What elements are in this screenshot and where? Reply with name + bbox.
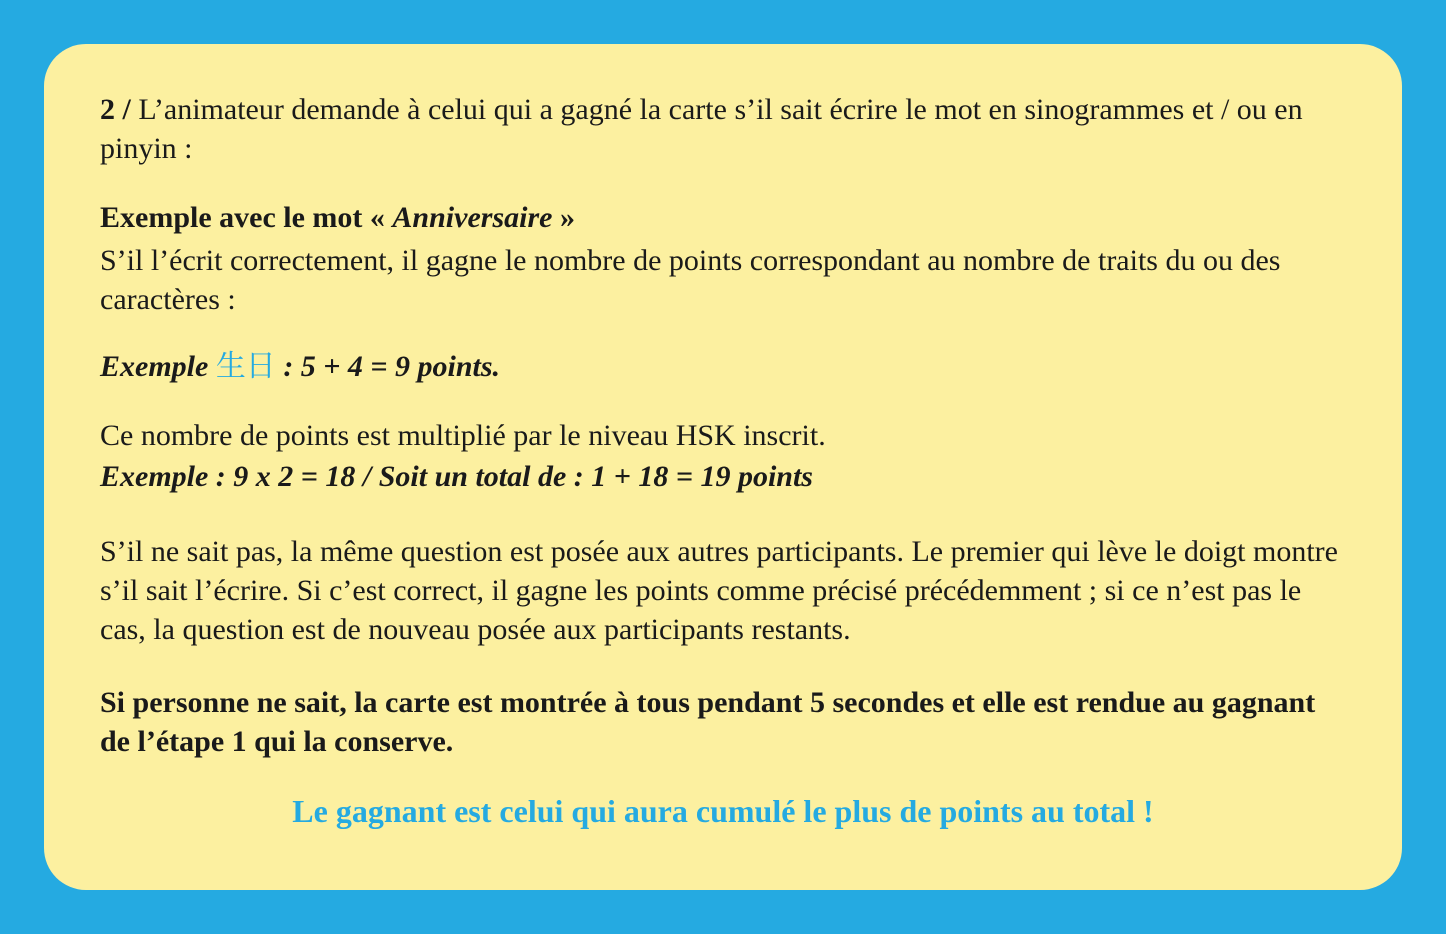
example-strokes-label: Exemple — [100, 350, 216, 383]
example-heading — [100, 198, 1346, 237]
rules-card — [44, 44, 1402, 890]
example-heading-suffix: » — [552, 201, 575, 234]
example-heading-word: Anniversaire — [392, 201, 553, 234]
winner-statement: Le gagnant est celui qui aura cumulé le plus de points au total ! — [292, 793, 1154, 829]
step-number: 2 / — [100, 93, 131, 126]
step-intro-text: L’animateur demande à celui qui a gagné la carte s’il sait écrire le mot en sinogrammes et / ou en pinyin : — [100, 93, 1303, 165]
nobody-knows-rule-paragraph: Si personne ne sait, la carte est montrée à tous pendant 5 secondes et elle est rendue au gagnant de l’étape 1 qui la conserve. — [100, 686, 1316, 758]
example-strokes-paragraph — [100, 347, 1346, 386]
hanzi-birthday: 生日 — [215, 349, 276, 384]
example-heading-prefix: Exemple avec le mot « — [100, 201, 393, 234]
step-intro-paragraph — [100, 90, 1346, 168]
multiplier-rule-paragraph: Ce nombre de points est multiplié par le niveau HSK inscrit. — [100, 419, 826, 452]
example-multiplier-paragraph: Exemple : 9 x 2 = 18 / Soit un total de : 1 + 18 = 19 points — [100, 460, 813, 493]
example-strokes-calculation: : 5 + 4 = 9 points. — [275, 350, 501, 383]
fallback-rule-paragraph: S’il ne sait pas, la même question est posée aux autres participants. Le premier qui lève le doigt montre s’il sait l’écrire. Si c’est correct, il gagne les points comme précisé précédemment ; si ce n’est pas le cas, la question est de nouveau posée aux participants restants. — [100, 535, 1338, 646]
correct-rule-paragraph: S’il l’écrit correctement, il gagne le nombre de points correspondant au nombre de traits du ou des caractères : — [100, 244, 1281, 316]
